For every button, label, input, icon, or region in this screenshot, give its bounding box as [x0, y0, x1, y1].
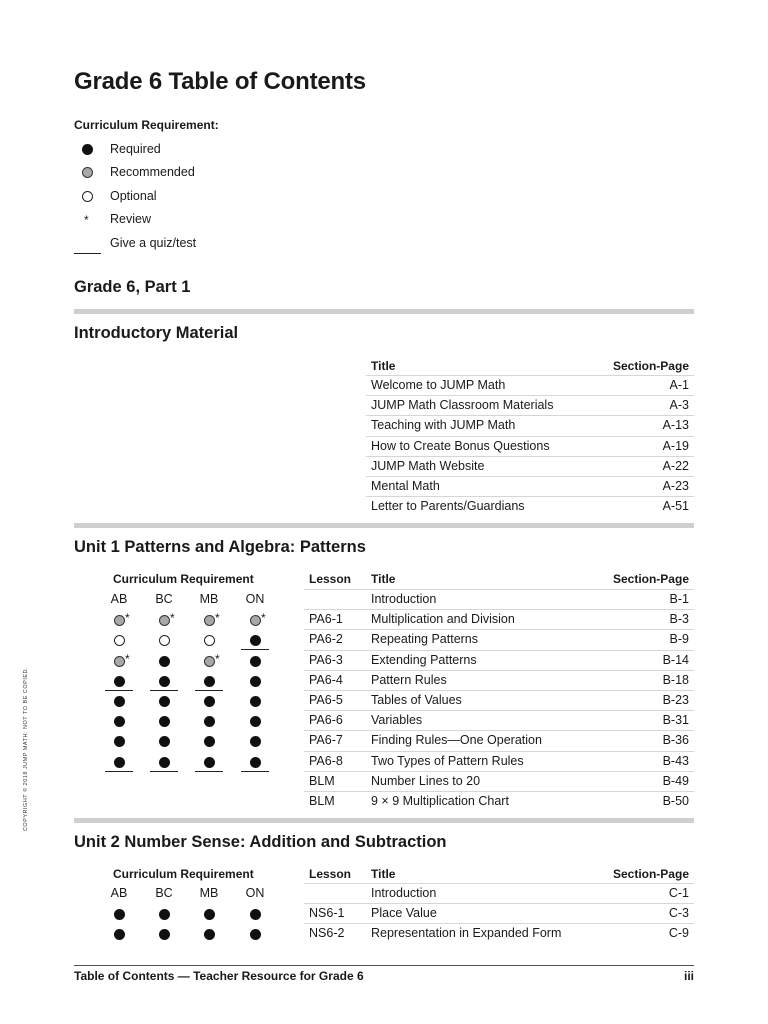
section-page: B-43 [662, 753, 689, 768]
lesson-code: BLM [309, 794, 335, 808]
lesson-code: BLM [309, 773, 335, 788]
row-title: JUMP Math Website [371, 458, 485, 473]
lesson-code: PA6-3 [309, 652, 343, 667]
section-page: B-3 [669, 612, 689, 627]
required-dot-icon [250, 635, 261, 646]
row-title: Variables [371, 713, 423, 728]
review-star-icon: * [170, 611, 175, 626]
section-page: B-14 [662, 652, 689, 667]
lesson-code: NS6-1 [309, 906, 345, 921]
required-dot-icon [204, 929, 215, 940]
review-star-icon: * [215, 611, 220, 626]
quiz-underline-icon [241, 649, 269, 650]
province-header: AB [110, 886, 128, 900]
required-dot-icon [250, 757, 261, 768]
legend-required-label: Required [110, 142, 161, 156]
quiz-underline-icon [105, 771, 133, 772]
province-header: BC [155, 592, 173, 606]
row-divider [304, 609, 694, 610]
section-page: B-49 [662, 773, 689, 788]
row-title: Letter to Parents/Guardians [371, 499, 525, 514]
required-dot-icon [114, 757, 125, 768]
row-divider [304, 923, 694, 924]
required-dot-icon [114, 676, 125, 687]
lesson-code: PA6-6 [309, 713, 343, 728]
required-dot-icon [204, 696, 215, 707]
unit2-lesson-header: Lesson [309, 867, 352, 881]
required-dot-icon [159, 676, 170, 687]
row-title: Welcome to JUMP Math [371, 378, 506, 392]
province-header: ON [245, 592, 265, 606]
quiz-underline-icon [241, 771, 269, 772]
review-star-icon: * [215, 651, 220, 666]
row-divider [304, 629, 694, 630]
required-dot-icon [250, 716, 261, 727]
row-title: 9 × 9 Multiplication Chart [371, 794, 509, 808]
required-dot-icon [159, 736, 170, 747]
section-page: C-9 [668, 926, 689, 941]
section-page: B-50 [662, 794, 689, 808]
page-number: iii [683, 969, 694, 983]
row-title: Mental Math [371, 479, 440, 493]
required-dot-icon [82, 144, 93, 155]
quiz-underline-icon [195, 690, 223, 691]
intro-heading: Introductory Material [74, 324, 239, 342]
row-divider [366, 395, 694, 396]
footer-title: Table of Contents — Teacher Resource for Grade 6 [74, 969, 364, 983]
legend-quiz-label: Give a quiz/test [110, 236, 197, 250]
required-dot-icon [204, 757, 215, 768]
section-page: B-9 [669, 632, 689, 647]
required-dot-icon [204, 909, 215, 920]
section-divider [74, 818, 694, 823]
province-header: ON [245, 886, 265, 900]
row-divider [304, 791, 694, 792]
required-dot-icon [159, 757, 170, 768]
province-header: BC [155, 886, 173, 900]
lesson-code: PA6-2 [309, 632, 343, 647]
required-dot-icon [250, 656, 261, 667]
province-header: MB [199, 592, 219, 606]
review-star-icon: * [84, 213, 89, 227]
required-dot-icon [204, 676, 215, 687]
section-divider [74, 309, 694, 314]
row-divider [304, 589, 694, 590]
unit2-title-header: Title [371, 867, 396, 881]
row-title: Place Value [371, 906, 437, 921]
row-divider [304, 730, 694, 731]
section-divider [74, 523, 694, 528]
legend-title: Curriculum Requirement: [74, 118, 219, 132]
row-divider [366, 476, 694, 477]
unit2-section-header: Section-Page [612, 867, 689, 881]
row-title: Repeating Patterns [371, 632, 479, 647]
quiz-underline-icon [195, 771, 223, 772]
row-divider [304, 771, 694, 772]
row-divider [366, 436, 694, 437]
required-dot-icon [159, 929, 170, 940]
footer-rule [74, 965, 694, 966]
review-star-icon: * [261, 611, 266, 626]
section-page: A-13 [662, 418, 689, 433]
required-dot-icon [204, 736, 215, 747]
lesson-code: PA6-4 [309, 672, 343, 687]
quiz-underline-icon [74, 253, 101, 254]
section-page: A-23 [662, 479, 689, 493]
row-divider [366, 375, 694, 376]
section-page: B-36 [662, 733, 689, 748]
unit2-heading: Unit 2 Number Sense: Addition and Subtraction [74, 833, 447, 851]
quiz-underline-icon [150, 771, 178, 772]
required-dot-icon [159, 656, 170, 667]
review-star-icon: * [125, 611, 130, 626]
required-dot-icon [114, 929, 125, 940]
row-title: Multiplication and Division [371, 612, 515, 627]
section-page: A-22 [662, 458, 689, 473]
intro-title-header: Title [371, 359, 396, 373]
row-divider [304, 883, 694, 884]
recommended-dot-icon [82, 167, 93, 178]
row-title: Representation in Expanded Form [371, 926, 562, 941]
required-dot-icon [250, 676, 261, 687]
optional-dot-icon [159, 635, 170, 646]
row-title: Number Lines to 20 [371, 773, 481, 788]
recommended-dot-icon [204, 656, 215, 667]
page-title: Grade 6 Table of Contents [74, 68, 366, 95]
recommended-dot-icon [204, 615, 215, 626]
optional-dot-icon [204, 635, 215, 646]
section-page: A-51 [662, 499, 689, 514]
required-dot-icon [204, 716, 215, 727]
required-dot-icon [159, 909, 170, 920]
required-dot-icon [250, 929, 261, 940]
required-dot-icon [114, 716, 125, 727]
section-page: A-19 [662, 438, 689, 453]
required-dot-icon [114, 909, 125, 920]
row-title: Tables of Values [371, 693, 462, 707]
row-divider [366, 496, 694, 497]
lesson-code: PA6-1 [309, 612, 343, 627]
row-divider [304, 670, 694, 671]
required-dot-icon [250, 696, 261, 707]
section-page: A-1 [669, 378, 689, 392]
required-dot-icon [159, 716, 170, 727]
row-divider [304, 650, 694, 651]
review-star-icon: * [125, 651, 130, 666]
copyright-notice: COPYRIGHT © 2018 JUMP MATH: NOT TO BE COPIED. [23, 666, 29, 832]
quiz-underline-icon [150, 690, 178, 691]
unit1-lesson-header: Lesson [309, 572, 352, 586]
row-divider [304, 710, 694, 711]
part-heading: Grade 6, Part 1 [74, 278, 191, 296]
optional-dot-icon [82, 191, 93, 202]
row-divider [366, 456, 694, 457]
recommended-dot-icon [159, 615, 170, 626]
required-dot-icon [114, 736, 125, 747]
unit2-cr-header: Curriculum Requirement [113, 867, 254, 881]
section-page: C-1 [668, 886, 689, 900]
recommended-dot-icon [114, 656, 125, 667]
province-header: AB [110, 592, 128, 606]
unit1-section-header: Section-Page [612, 572, 689, 586]
row-divider [304, 751, 694, 752]
unit1-cr-header: Curriculum Requirement [113, 572, 254, 586]
row-title: Pattern Rules [371, 672, 447, 687]
lesson-code: PA6-7 [309, 733, 343, 748]
row-divider [366, 415, 694, 416]
section-page: B-18 [662, 672, 689, 687]
row-title: Extending Patterns [371, 652, 477, 667]
lesson-code: PA6-8 [309, 753, 343, 768]
lesson-code: NS6-2 [309, 926, 345, 941]
required-dot-icon [159, 696, 170, 707]
quiz-underline-icon [105, 690, 133, 691]
section-page: C-3 [668, 906, 689, 921]
row-title: How to Create Bonus Questions [371, 438, 550, 453]
row-divider [304, 903, 694, 904]
row-title: Introduction [371, 592, 437, 606]
unit1-title-header: Title [371, 572, 396, 586]
recommended-dot-icon [114, 615, 125, 626]
row-title: JUMP Math Classroom Materials [371, 398, 554, 413]
legend-recommended-label: Recommended [110, 165, 195, 179]
section-page: B-23 [662, 693, 689, 707]
row-divider [304, 690, 694, 691]
row-title: Introduction [371, 886, 437, 900]
province-header: MB [199, 886, 219, 900]
section-page: B-31 [662, 713, 689, 728]
optional-dot-icon [114, 635, 125, 646]
row-title: Finding Rules—One Operation [371, 733, 542, 748]
required-dot-icon [250, 909, 261, 920]
section-page: B-1 [669, 592, 689, 606]
legend-optional-label: Optional [110, 189, 157, 203]
required-dot-icon [250, 736, 261, 747]
row-title: Two Types of Pattern Rules [371, 753, 524, 768]
lesson-code: PA6-5 [309, 693, 343, 707]
unit1-heading: Unit 1 Patterns and Algebra: Patterns [74, 538, 366, 556]
legend-review-label: Review [110, 212, 151, 226]
recommended-dot-icon [250, 615, 261, 626]
row-title: Teaching with JUMP Math [371, 418, 516, 433]
intro-section-header: Section-Page [612, 359, 689, 373]
required-dot-icon [114, 696, 125, 707]
section-page: A-3 [669, 398, 689, 413]
